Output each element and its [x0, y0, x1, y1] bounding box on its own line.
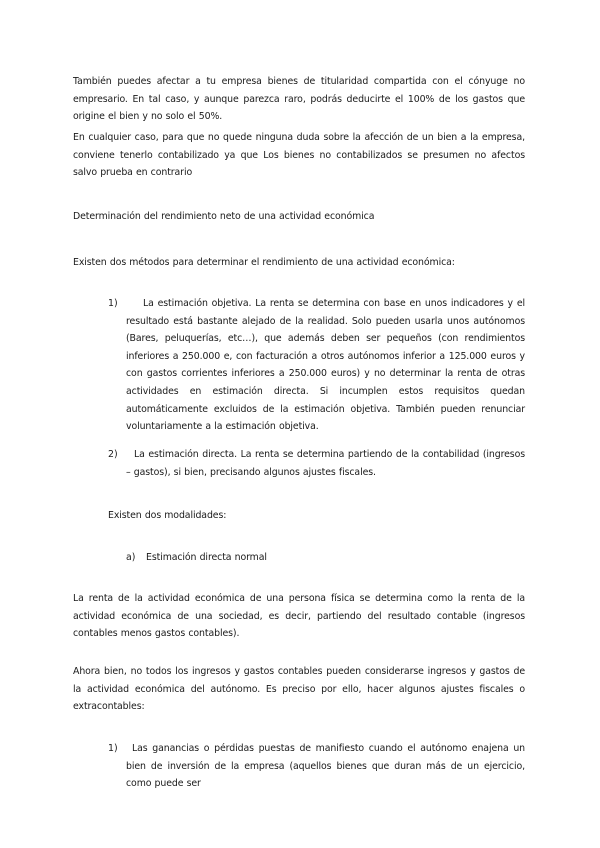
list-item-estimacion-directa: La estimación directa. La renta se determina partiendo de la contabilidad (ingresos – gastos), si bien, precisando algunos ajustes fiscales. — [126, 449, 525, 478]
paragraph-afeccion-bien: En cualquier caso, para que no quede ninguna duda sobre la afección de un bien a la empresa, conviene tenerlo contabilizado ya que Los bienes no contabilizados se presumen no afectos salvo prueba en contrario — [73, 132, 525, 179]
list-item-estimacion-objetiva: La estimación objetiva. La renta se determina con base en unos indicadores y el resultado está bastante alejado de la realidad. Solo pueden usarla unos autónomos (Bares, peluquerías, etc…), que además deben ser pequeños (con rendimientos inferiores a 250.000 e, con facturación a otros autónomos inferior a 125.000 euros y con gastos corrientes inferiores a 250.000 euros) y no determinar la renta de otras actividades en estimación directa. Si incumplen estos requisitos quedan automáticamente excluidos de la estimación objetiva. También pueden renunciar voluntariamente a la estimación objetiva. — [126, 298, 525, 433]
section-heading-rendimiento-neto: Determinación del rendimiento neto de una actividad económica — [73, 211, 375, 222]
modalidad-estimacion-directa-normal: Estimación directa normal — [146, 552, 267, 563]
paragraph-ajustes-fiscales: Ahora bien, no todos los ingresos y gastos contables pueden considerarse ingresos y gastos de la actividad económica del autónomo. Es preciso por ello, hacer algunos ajustes fiscales o extracontables: — [73, 666, 525, 713]
paragraph-dos-modalidades: Existen dos modalidades: — [108, 510, 227, 521]
list-marker: a) — [126, 552, 136, 563]
paragraph-renta-actividad: La renta de la actividad económica de una persona física se determina como la renta de la actividad económica de una sociedad, es decir, partiendo del resultado contable (ingresos contables menos gastos contables). — [73, 593, 525, 640]
list-item-ganancias-perdidas: Las ganancias o pérdidas puestas de manifiesto cuando el autónomo enajena un bien de inversión de la empresa (aquellos bienes que duran más de un ejercicio, como puede ser — [126, 743, 525, 790]
list-marker: 2) — [108, 449, 118, 460]
list-marker: 1) — [108, 298, 118, 309]
paragraph-dos-metodos: Existen dos métodos para determinar el rendimiento de una actividad económica: — [73, 257, 455, 268]
paragraph-bienes-conyuge: También puedes afectar a tu empresa bienes de titularidad compartida con el cónyuge no empresario. En tal caso, y aunque parezca raro, podrás deducirte el 100% de los gastos que origine el bien y no solo el 50%. — [73, 76, 525, 123]
list-marker: 1) — [108, 743, 118, 754]
